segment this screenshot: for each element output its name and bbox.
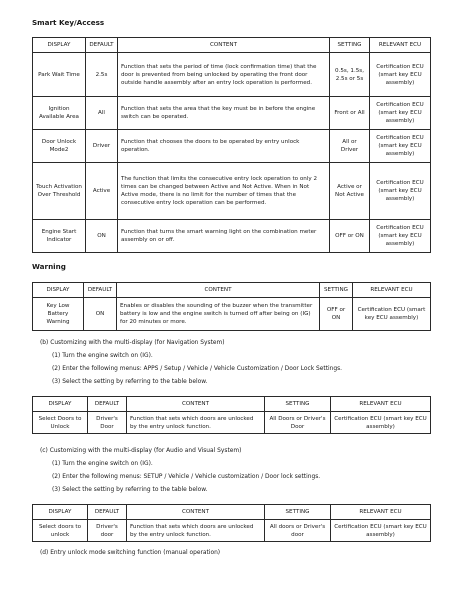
nav-step-2: (2) Enter the following menus: APPS / Setup / Vehicle / Vehicle Customization / Door Lock Settings. (52, 366, 343, 372)
ecu-cell: Certification ECU (smart key ECU assembly) (370, 220, 431, 253)
column-header: DEFAULT (86, 38, 118, 53)
column-header: CONTENT (127, 397, 265, 412)
ecu-cell: Certification ECU (smart key ECU assembly) (370, 53, 431, 97)
setting-cell: OFF or ON (320, 298, 353, 331)
nav-table (32, 396, 431, 434)
table-header-row (33, 397, 431, 412)
ecu-cell: Certification ECU (smart key ECU assembly) (370, 163, 431, 220)
column-header: CONTENT (118, 38, 330, 53)
column-header: DISPLAY (33, 283, 84, 298)
setting-cell: All doors or Driver's door (265, 520, 331, 542)
display-cell: Touch Activation Over Threshold (33, 163, 86, 220)
column-header: DISPLAY (33, 38, 86, 53)
default-cell: Driver's Door (88, 412, 127, 434)
column-header: DISPLAY (33, 397, 88, 412)
nav-step-3: (3) Select the setting by referring to the table below. (52, 379, 208, 385)
section-heading-smart-key: Smart Key/Access (32, 18, 105, 27)
setting-cell: OFF or ON (330, 220, 370, 253)
setting-cell: Active or Not Active (330, 163, 370, 220)
table-row (33, 298, 431, 331)
content-cell: Function that sets the period of time (lock confirmation time) that the door is prevented from being unlocked by operating the front door outside handle assembly after an entry lock operation is performed. (118, 53, 330, 97)
table-row (33, 412, 431, 434)
default-cell: Driver's door (88, 520, 127, 542)
ecu-cell: Certification ECU (smart key ECU assembly) (331, 520, 431, 542)
default-cell: ON (84, 298, 117, 331)
table-row (33, 163, 431, 220)
content-cell: The function that limits the consecutive entry lock operation to only 2 times can be changed between Active and Not Active. When in Not Active mode, there is no limit for the number of times that the consecutive entry lock operation can be performed. (118, 163, 330, 220)
table-row (33, 220, 431, 253)
ecu-cell: Certification ECU (smart key ECU assembly) (370, 97, 431, 130)
entry-unlock-mode-line: (d) Entry unlock mode switching function (manual operation) (40, 550, 221, 556)
table-row (33, 130, 431, 163)
default-cell: Driver (86, 130, 118, 163)
column-header: DEFAULT (84, 283, 117, 298)
display-cell: Ignition Available Area (33, 97, 86, 130)
smart-key-table (32, 37, 431, 253)
setting-cell: Front or All (330, 97, 370, 130)
default-cell: Active (86, 163, 118, 220)
table-header-row (33, 283, 431, 298)
column-header: SETTING (330, 38, 370, 53)
ecu-cell: Certification ECU (smart key ECU assembly) (331, 412, 431, 434)
ecu-cell: Certification ECU (smart key ECU assembly) (370, 130, 431, 163)
setting-cell: All or Driver (330, 130, 370, 163)
audio-intro: (c) Customizing with the multi-display (for Audio and Visual System) (40, 448, 242, 454)
column-header: SETTING (265, 397, 331, 412)
column-header: CONTENT (127, 505, 265, 520)
nav-intro: (b) Customizing with the multi-display (for Navigation System) (40, 340, 225, 346)
display-cell: Key Low Battery Warning (33, 298, 84, 331)
content-cell: Function that sets the area that the key must be in before the engine switch can be operated. (118, 97, 330, 130)
column-header: RELEVANT ECU (370, 38, 431, 53)
default-cell: All (86, 97, 118, 130)
default-cell: ON (86, 220, 118, 253)
column-header: RELEVANT ECU (331, 397, 431, 412)
display-cell: Door Unlock Mode2 (33, 130, 86, 163)
table-row (33, 520, 431, 542)
table-header-row (33, 505, 431, 520)
column-header: DEFAULT (88, 505, 127, 520)
ecu-cell: Certification ECU (smart key ECU assembly) (353, 298, 431, 331)
column-header: SETTING (265, 505, 331, 520)
audio-step-1: (1) Turn the engine switch on (IG). (52, 461, 153, 467)
audio-step-2: (2) Enter the following menus: SETUP / Vehicle / Vehicle customization / Door lock settings. (52, 474, 321, 480)
column-header: DEFAULT (88, 397, 127, 412)
content-cell: Enables or disables the sounding of the buzzer when the transmitter battery is low and the engine switch is turned off after being on (IG) for 20 minutes or more. (117, 298, 320, 331)
setting-cell: All Doors or Driver's Door (265, 412, 331, 434)
content-cell: Function that sets which doors are unlocked by the entry unlock function. (127, 412, 265, 434)
content-cell: Function that chooses the doors to be operated by entry unlock operation. (118, 130, 330, 163)
nav-step-1: (1) Turn the engine switch on (IG). (52, 353, 153, 359)
table-header-row (33, 38, 431, 53)
table-row (33, 97, 431, 130)
warning-table (32, 282, 431, 331)
column-header: DISPLAY (33, 505, 88, 520)
display-cell: Select Doors to Unlock (33, 412, 88, 434)
section-heading-warning: Warning (32, 262, 66, 271)
column-header: SETTING (320, 283, 353, 298)
column-header: RELEVANT ECU (331, 505, 431, 520)
default-cell: 2.5s (86, 53, 118, 97)
content-cell: Function that sets which doors are unlocked by the entry unlock function. (127, 520, 265, 542)
audio-step-3: (3) Select the setting by referring to the table below. (52, 487, 208, 493)
audio-table (32, 504, 431, 542)
display-cell: Select doors to unlock (33, 520, 88, 542)
display-cell: Park Wait Time (33, 53, 86, 97)
display-cell: Engine Start Indicator (33, 220, 86, 253)
column-header: RELEVANT ECU (353, 283, 431, 298)
column-header: CONTENT (117, 283, 320, 298)
table-row (33, 53, 431, 97)
content-cell: Function that turns the smart warning light on the combination meter assembly on or off. (118, 220, 330, 253)
setting-cell: 0.5s, 1.5s, 2.5s or 5s (330, 53, 370, 97)
